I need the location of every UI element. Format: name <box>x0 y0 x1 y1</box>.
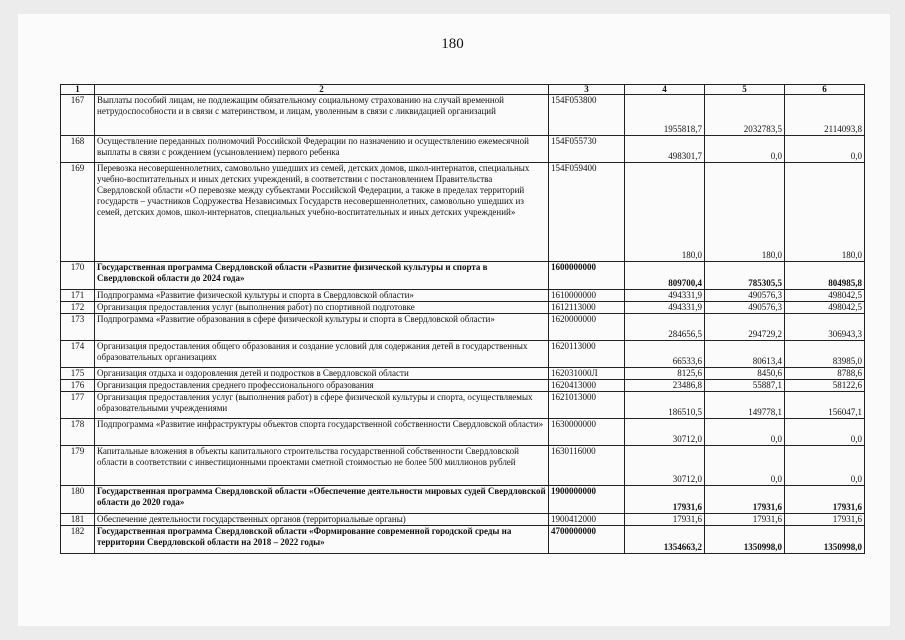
row-number: 179 <box>61 446 95 486</box>
row-code: 1600000000 <box>549 262 625 290</box>
value-col5: 490576,3 <box>705 302 785 314</box>
table-row <box>61 526 865 554</box>
value-col5: 294729,2 <box>705 314 785 341</box>
col-header: 6 <box>785 85 865 95</box>
table-row <box>61 486 865 514</box>
value-col4: 1354663,2 <box>625 526 705 554</box>
value-col5: 55887,1 <box>705 380 785 392</box>
table-row <box>61 392 865 419</box>
table-row <box>61 163 865 262</box>
row-code: 154F059400 <box>549 163 625 262</box>
value-col6: 8788,6 <box>785 368 865 380</box>
row-code: 4700000000 <box>549 526 625 554</box>
row-name: Организация предоставления услуг (выполнения работ) по спортивной подготовке <box>95 302 549 314</box>
value-col4: 498301,7 <box>625 136 705 163</box>
row-name: Государственная программа Свердловской области «Формирование современной городской среды на территории Свердловской области на 2018 – 2022 годы» <box>95 526 549 554</box>
table-row <box>61 341 865 368</box>
row-code: 1610000000 <box>549 290 625 302</box>
col-header: 1 <box>61 85 95 95</box>
row-name: Организация предоставления общего образования и создание условий для содержания детей в государственных образовательных организациях <box>95 341 549 368</box>
value-col5: 17931,6 <box>705 514 785 526</box>
value-col6: 180,0 <box>785 163 865 262</box>
value-col6: 17931,6 <box>785 514 865 526</box>
value-col6: 0,0 <box>785 136 865 163</box>
row-number: 167 <box>61 95 95 136</box>
row-name: Капитальные вложения в объекты капитального строительства государственной собственности Свердловской области в соответствии с инвестиционными проектами сметной стоимостью не более 500 миллионов рублей <box>95 446 549 486</box>
table-row <box>61 314 865 341</box>
row-number: 180 <box>61 486 95 514</box>
table-row <box>61 302 865 314</box>
row-code: 1621013000 <box>549 392 625 419</box>
value-col5: 490576,3 <box>705 290 785 302</box>
row-name: Государственная программа Свердловской области «Обеспечение деятельности мировых судей Свердловской области до 2020 года» <box>95 486 549 514</box>
value-col4: 17931,6 <box>625 514 705 526</box>
row-number: 178 <box>61 419 95 446</box>
row-name: Подпрограмма «Развитие образования в сфере физической культуры и спорта в Свердловской области» <box>95 314 549 341</box>
value-col4: 17931,6 <box>625 486 705 514</box>
value-col6: 58122,6 <box>785 380 865 392</box>
row-code: 1620000000 <box>549 314 625 341</box>
value-col6: 2114093,8 <box>785 95 865 136</box>
col-header: 3 <box>549 85 625 95</box>
value-col5: 149778,1 <box>705 392 785 419</box>
value-col4: 180,0 <box>625 163 705 262</box>
row-number: 172 <box>61 302 95 314</box>
value-col5: 2032783,5 <box>705 95 785 136</box>
value-col6: 1350998,0 <box>785 526 865 554</box>
row-number: 182 <box>61 526 95 554</box>
row-name: Организация отдыха и оздоровления детей и подростков в Свердловской области <box>95 368 549 380</box>
row-code: 1900412000 <box>549 514 625 526</box>
row-number: 170 <box>61 262 95 290</box>
col-header: 4 <box>625 85 705 95</box>
row-name: Подпрограмма «Развитие физической культуры и спорта в Свердловской области» <box>95 290 549 302</box>
value-col4: 809700,4 <box>625 262 705 290</box>
row-name: Обеспечение деятельности государственных органов (территориальные органы) <box>95 514 549 526</box>
row-number: 173 <box>61 314 95 341</box>
row-code: 1620413000 <box>549 380 625 392</box>
value-col4: 494331,9 <box>625 302 705 314</box>
row-name: Подпрограмма «Развитие инфраструктуры объектов спорта государственной собственности Свердловской области» <box>95 419 549 446</box>
row-code: 1900000000 <box>549 486 625 514</box>
table-row <box>61 262 865 290</box>
value-col5: 17931,6 <box>705 486 785 514</box>
row-number: 171 <box>61 290 95 302</box>
table-header-row <box>61 85 865 95</box>
value-col6: 306943,3 <box>785 314 865 341</box>
row-code: 1612113000 <box>549 302 625 314</box>
table-row <box>61 290 865 302</box>
value-col5: 1350998,0 <box>705 526 785 554</box>
value-col5: 0,0 <box>705 419 785 446</box>
row-code: 154F055730 <box>549 136 625 163</box>
row-name: Осуществление переданных полномочий Российской Федерации по назначению и осуществлению ежемесячной выплаты в связи с рождением (усыновлением) первого ребенка <box>95 136 549 163</box>
value-col4: 23486,8 <box>625 380 705 392</box>
value-col6: 17931,6 <box>785 486 865 514</box>
row-code: 1630000000 <box>549 419 625 446</box>
value-col6: 83985,0 <box>785 341 865 368</box>
row-name: Организация предоставления услуг (выполнения работ) в сфере физической культуры и спорта, осуществляемых образовательными учреждениями <box>95 392 549 419</box>
value-col6: 156047,1 <box>785 392 865 419</box>
row-code: 162031000Л <box>549 368 625 380</box>
value-col5: 80613,4 <box>705 341 785 368</box>
value-col6: 0,0 <box>785 446 865 486</box>
table-row <box>61 446 865 486</box>
row-code: 1630116000 <box>549 446 625 486</box>
row-name: Организация предоставления среднего профессионального образования <box>95 380 549 392</box>
row-number: 169 <box>61 163 95 262</box>
value-col4: 30712,0 <box>625 419 705 446</box>
col-header: 2 <box>95 85 549 95</box>
row-number: 175 <box>61 368 95 380</box>
value-col4: 30712,0 <box>625 446 705 486</box>
row-code: 154F053800 <box>549 95 625 136</box>
row-number: 174 <box>61 341 95 368</box>
value-col4: 284656,5 <box>625 314 705 341</box>
table-row <box>61 136 865 163</box>
value-col4: 494331,9 <box>625 290 705 302</box>
col-header: 5 <box>705 85 785 95</box>
row-name: Выплаты пособий лицам, не подлежащим обязательному социальному страхованию на случай временной нетрудоспособности и в связи с материнством, и лицам, уволенным в связи с ликвидацией организаций <box>95 95 549 136</box>
value-col4: 186510,5 <box>625 392 705 419</box>
value-col5: 8450,6 <box>705 368 785 380</box>
value-col6: 0,0 <box>785 419 865 446</box>
value-col4: 1955818,7 <box>625 95 705 136</box>
row-name: Перевозка несовершеннолетних, самовольно ушедших из семей, детских домов, школ-интернатов, специальных учебно-воспитательных и иных детских учреждений, в соответствии с постановлением Правительства Свердловской области «О перевозке между субъектами Российской Федерации, а также в пределах территорий государств – участников Содружества Независимых Государств несовершеннолетних, самовольно ушедших из семей, детских домов, школ-интернатов, специальных учебно-воспитательных и иных детских учреждений» <box>95 163 549 262</box>
value-col5: 180,0 <box>705 163 785 262</box>
table-row <box>61 419 865 446</box>
row-number: 181 <box>61 514 95 526</box>
value-col4: 66533,6 <box>625 341 705 368</box>
row-number: 168 <box>61 136 95 163</box>
budget-table <box>60 84 865 554</box>
row-number: 176 <box>61 380 95 392</box>
value-col4: 8125,6 <box>625 368 705 380</box>
value-col5: 0,0 <box>705 446 785 486</box>
row-number: 177 <box>61 392 95 419</box>
value-col6: 498042,5 <box>785 290 865 302</box>
row-code: 1620113000 <box>549 341 625 368</box>
table-row <box>61 368 865 380</box>
table-row <box>61 95 865 136</box>
value-col5: 785305,5 <box>705 262 785 290</box>
page-number: 180 <box>441 36 464 52</box>
table-row <box>61 380 865 392</box>
value-col6: 804985,8 <box>785 262 865 290</box>
value-col6: 498042,5 <box>785 302 865 314</box>
value-col5: 0,0 <box>705 136 785 163</box>
table-row <box>61 514 865 526</box>
row-name: Государственная программа Свердловской области «Развитие физической культуры и спорта в Свердловской области до 2024 года» <box>95 262 549 290</box>
